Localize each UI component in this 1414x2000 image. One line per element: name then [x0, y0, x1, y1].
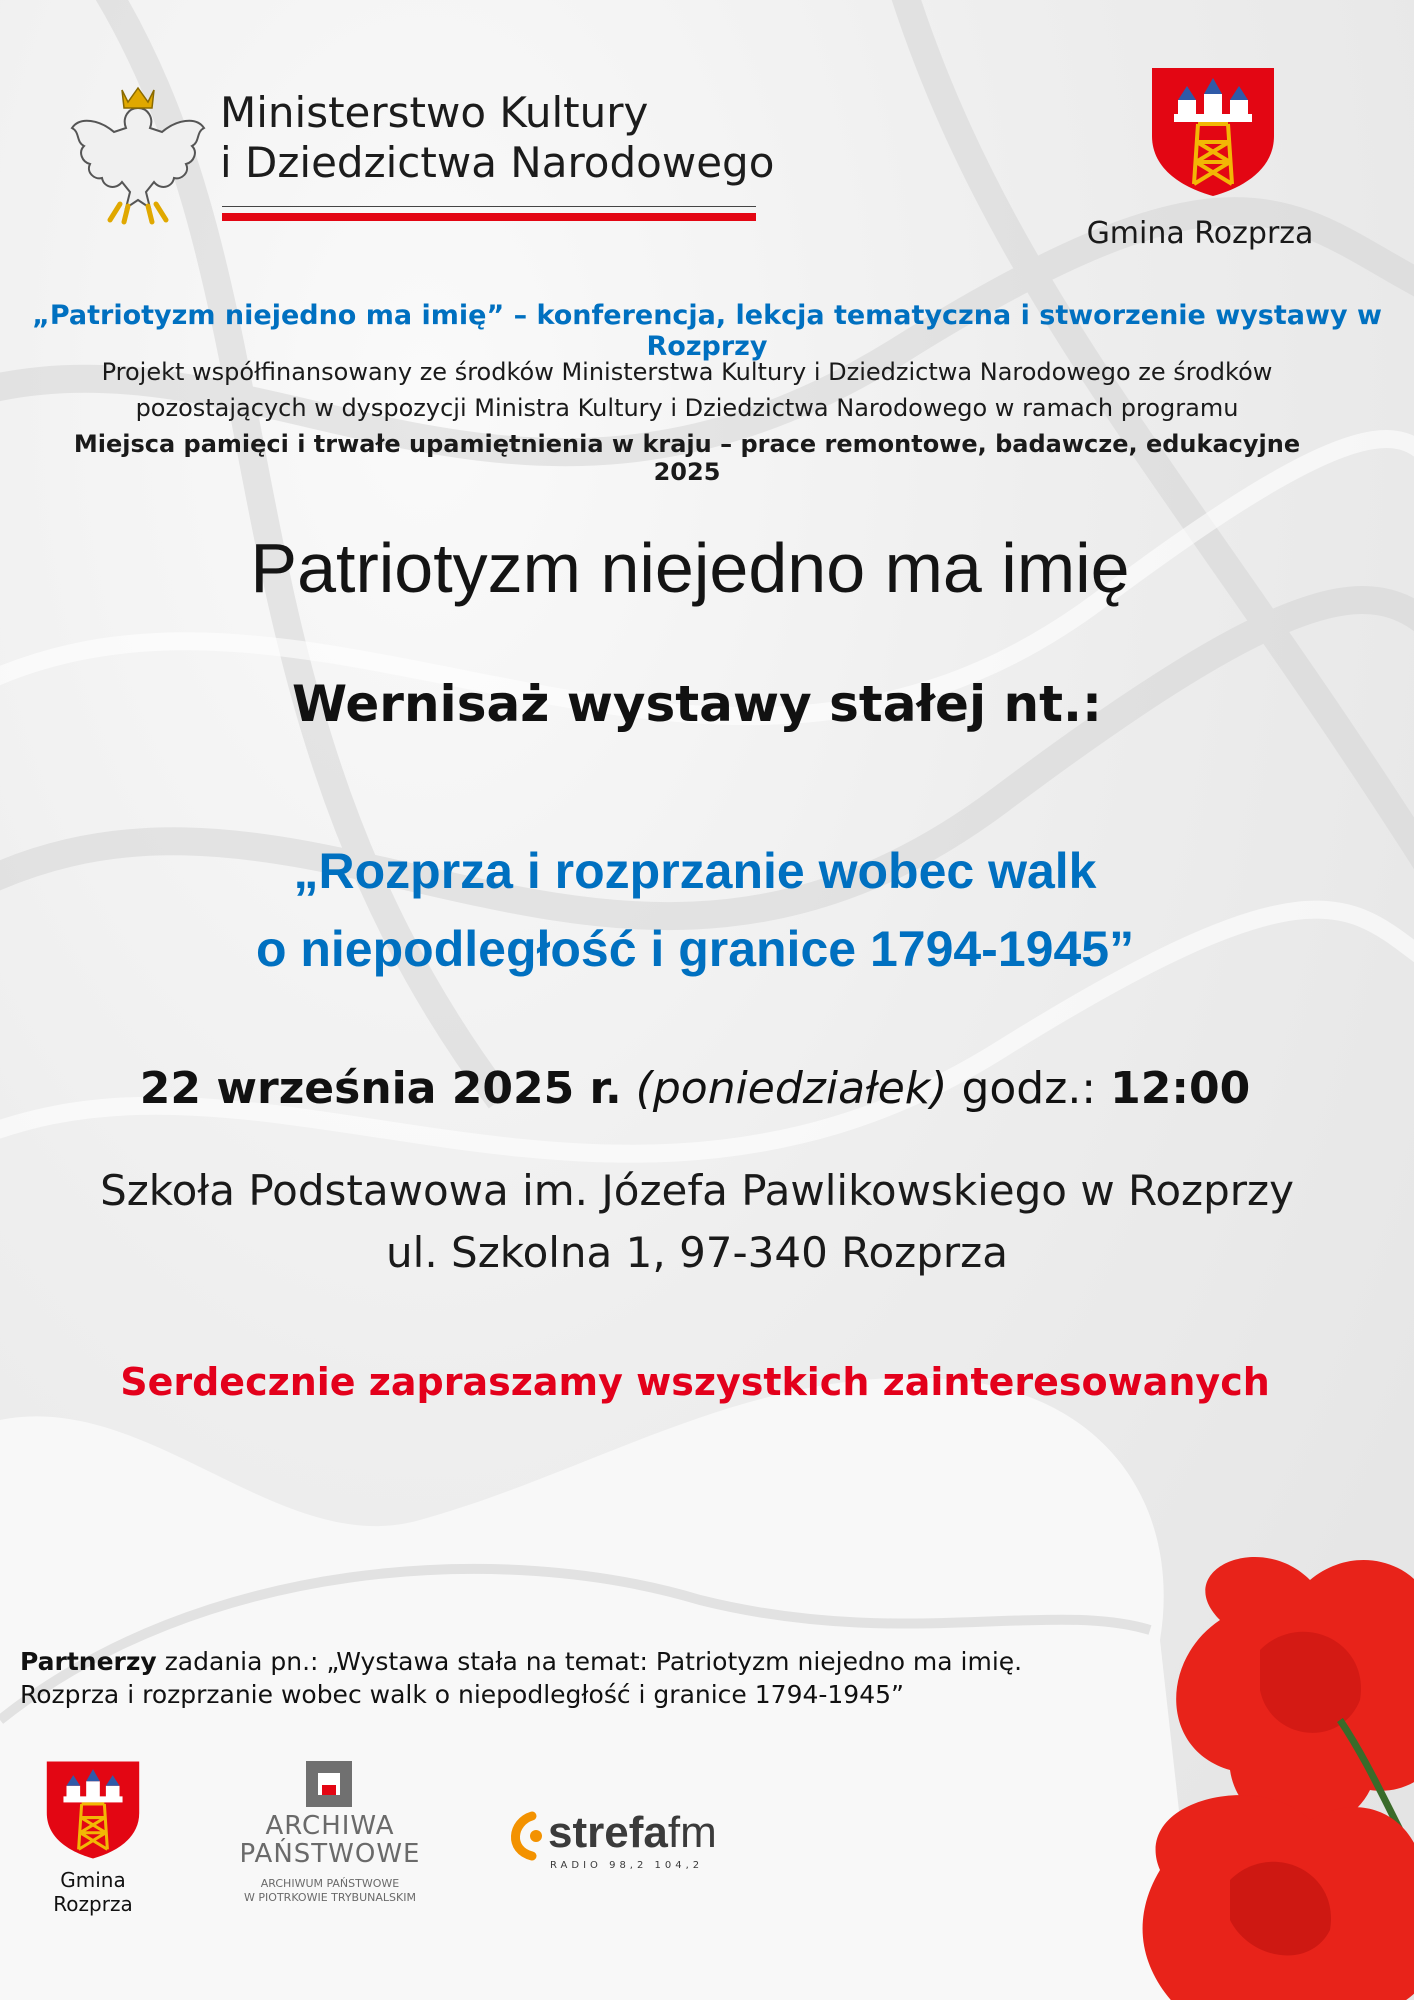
partners-line1-text: zadania pn.: „Wystawa stała na temat: Patriotyzm niejedno ma imię.: [164, 1647, 1023, 1676]
gmina-crest-icon: [1150, 66, 1276, 198]
partners-text: [20, 1645, 1120, 1711]
ministry-logo: [70, 80, 775, 230]
venue-name: Szkoła Podstawowa im. Józefa Pawlikowskiego w Rozprzy: [100, 1166, 1294, 1215]
project-heading: „Patriotyzm niejedno ma imię” – konferencja, lekcja tematyczna i stworzenie wystawy w Rozprzy: [32, 300, 1382, 362]
strefa-wordmark-light: fm: [667, 1808, 717, 1857]
archiwa-subtitle: [230, 1877, 430, 1905]
exhibition-title-line1: „Rozprza i rozprzanie wobec walk: [293, 843, 1097, 899]
ministry-name-line2: i Dziedzictwa Narodowego: [220, 138, 775, 187]
page-title: Patriotyzm niejedno ma imię: [250, 529, 1130, 607]
partners-label: Partnerzy: [20, 1647, 157, 1676]
event-weekday: (poniedziałek): [635, 1063, 948, 1114]
archiwa-sub-line1: ARCHIWUM PAŃSTWOWE: [260, 1877, 400, 1890]
event-date: 22 września 2025 r.: [139, 1063, 622, 1114]
strefa-frequencies: RADIO 98,2 104,2: [550, 1860, 704, 1871]
archiwa-icon: [306, 1761, 352, 1807]
archiwa-panstwowe-logo: [230, 1755, 430, 1915]
gmina-logo-top: [1080, 66, 1320, 266]
project-program-name: Miejsca pamięci i trwałe upamiętnienia w kraju – prace remontowe, badawcze, edukacyjne 2025: [73, 430, 1301, 486]
ministry-divider-red: [222, 213, 756, 221]
exhibition-title-line2: o niepodległość i granice 1794-1945”: [255, 921, 1135, 977]
gmina-label-top: Gmina Rozprza: [1086, 216, 1314, 251]
archiwa-title-line2: PAŃSTWOWE: [239, 1839, 421, 1869]
polish-eagle-icon: [70, 80, 206, 226]
event-time: 12:00: [1110, 1063, 1251, 1114]
archiwa-title: [230, 1812, 430, 1868]
exhibition-subtitle: Wernisaż wystawy stałej nt.:: [292, 675, 1102, 733]
ministry-divider-thin: [222, 206, 756, 207]
event-date-line: [0, 1063, 1390, 1114]
archiwa-sub-line2: W PIOTRKOWIE TRYBUNALSKIM: [244, 1891, 416, 1904]
project-funding-line1: Projekt współfinansowany ze środków Ministerstwa Kultury i Dziedzictwa Narodowego ze środków: [101, 358, 1273, 386]
partners-line1: [20, 1645, 1120, 1678]
poppy-flowers: [1143, 1557, 1414, 2000]
ministry-name-line1: Ministerstwo Kultury: [220, 88, 649, 137]
venue-address: ul. Szkolna 1, 97-340 Rozprza: [386, 1228, 1008, 1277]
gmina-label-bottom: Gmina Rozprza: [53, 1868, 133, 1916]
radio-wave-icon: [502, 1810, 546, 1862]
partners-line2: Rozprza i rozprzanie wobec walk o niepodległość i granice 1794-1945”: [20, 1680, 904, 1709]
gmina-crest-icon: [45, 1760, 141, 1860]
strefa-wordmark-bold: strefa: [548, 1808, 668, 1857]
invitation-text: Serdecznie zapraszamy wszystkich zainteresowanych: [120, 1360, 1270, 1404]
strefa-fm-logo: [502, 1808, 752, 1878]
ministry-name: [220, 88, 780, 188]
gmina-logo-bottom: [18, 1760, 168, 1916]
strefa-wordmark: [548, 1808, 717, 1858]
project-funding-line2: pozostających w dyspozycji Ministra Kultury i Dziedzictwa Narodowego w ramach programu: [135, 394, 1239, 422]
event-time-label: godz.:: [961, 1063, 1097, 1114]
archiwa-title-line1: ARCHIWA: [265, 1811, 395, 1841]
